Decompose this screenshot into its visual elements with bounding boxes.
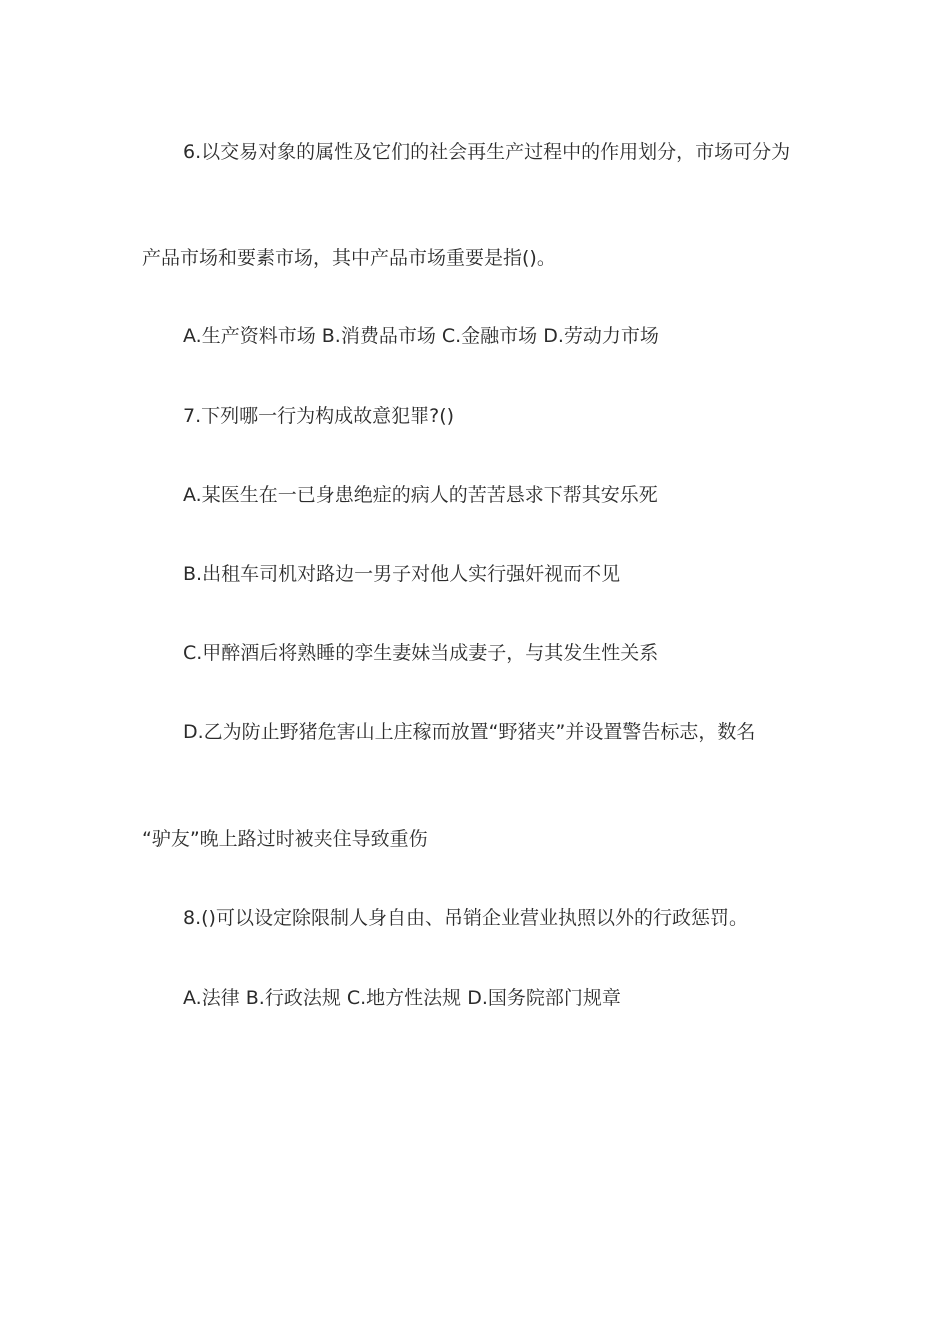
q7-option-b: B.出租车司机对路边一男子对他人实行强奸视而不见 [183,563,621,585]
q6-options: A.生产资料市场 B.消费品市场 C.金融市场 D.劳动力市场 [183,325,659,347]
q8-stem: 8.()可以设定除限制人身自由、吊销企业营业执照以外的行政惩罚。 [183,907,748,929]
q6-stem-line2: 产品市场和要素市场，其中产品市场重要是指()。 [142,247,556,269]
q6-stem-line1: 6.以交易对象的属性及它们的社会再生产过程中的作用划分，市场可分为 [183,141,791,163]
q7-option-d-line1: D.乙为防止野猪危害山上庄稼而放置“野猪夹”并设置警告标志，数名 [183,721,756,743]
q7-option-a: A.某医生在一已身患绝症的病人的苦苦恳求下帮其安乐死 [183,484,658,506]
q8-options: A.法律 B.行政法规 C.地方性法规 D.国务院部门规章 [183,987,621,1009]
q7-option-c: C.甲醉酒后将熟睡的孪生妻妹当成妻子，与其发生性关系 [183,642,659,664]
q7-option-d-line2: “驴友”晚上路过时被夹住导致重伤 [142,828,428,850]
q7-stem: 7.下列哪一行为构成故意犯罪?() [183,405,455,427]
